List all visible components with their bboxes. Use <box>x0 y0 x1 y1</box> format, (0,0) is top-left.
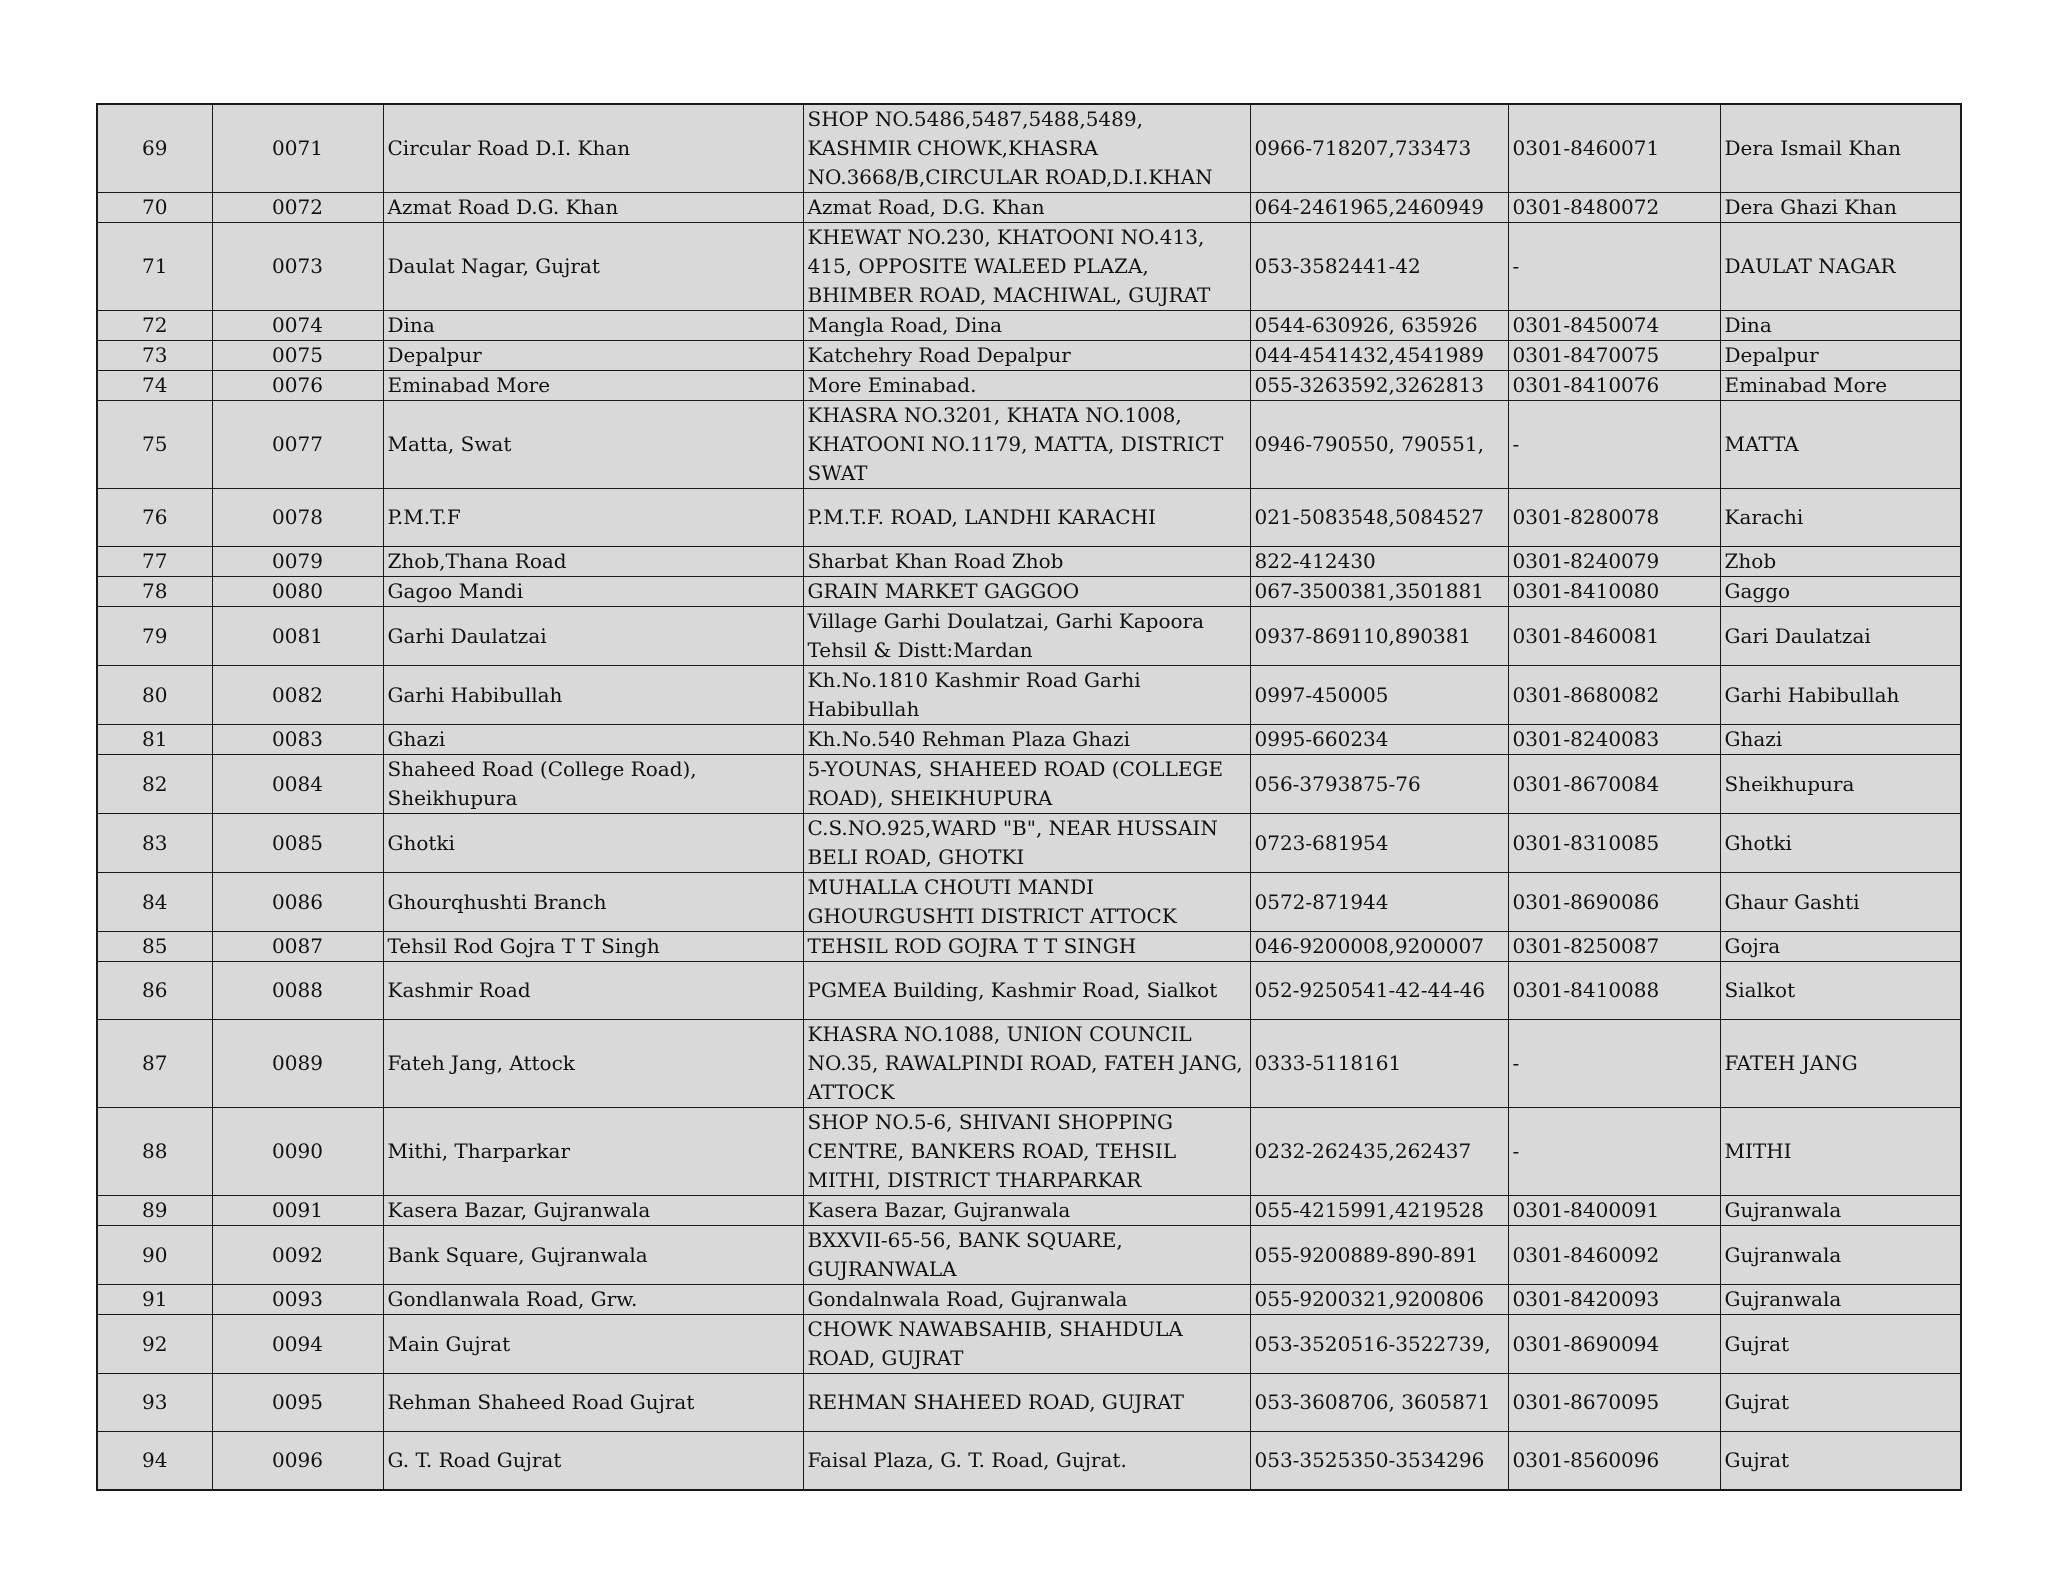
branch-code-cell: 0094 <box>212 1315 383 1374</box>
branch-code-cell: 0076 <box>212 371 383 401</box>
address-cell: REHMAN SHAHEED ROAD, GUJRAT <box>803 1374 1250 1432</box>
branch-code-cell: 0095 <box>212 1374 383 1432</box>
branch-name-cell: Mithi, Tharparkar <box>383 1108 803 1196</box>
branch-name-cell: Rehman Shaheed Road Gujrat <box>383 1374 803 1432</box>
city-cell: Sialkot <box>1720 962 1961 1020</box>
city-cell: Gaggo <box>1720 577 1961 607</box>
branch-name-cell: Garhi Daulatzai <box>383 607 803 666</box>
table-row <box>97 341 1961 371</box>
table-row <box>97 401 1961 489</box>
city-cell: Gujranwala <box>1720 1196 1961 1226</box>
mobile-cell: 0301-8560096 <box>1508 1432 1720 1490</box>
phone-cell: 046-9200008,9200007 <box>1250 932 1508 962</box>
branch-code-cell: 0084 <box>212 755 383 814</box>
mobile-cell: - <box>1508 1020 1720 1108</box>
branch-name-cell: Main Gujrat <box>383 1315 803 1374</box>
phone-cell: 021-5083548,5084527 <box>1250 489 1508 547</box>
address-cell: GRAIN MARKET GAGGOO <box>803 577 1250 607</box>
branch-name-cell: Fateh Jang, Attock <box>383 1020 803 1108</box>
address-cell: Village Garhi Doulatzai, Garhi Kapoora Tehsil & Distt:Mardan <box>803 607 1250 666</box>
address-cell: CHOWK NAWABSAHIB, SHAHDULA ROAD, GUJRAT <box>803 1315 1250 1374</box>
table-row <box>97 1196 1961 1226</box>
city-cell: Dina <box>1720 311 1961 341</box>
phone-cell: 067-3500381,3501881 <box>1250 577 1508 607</box>
mobile-cell: 0301-8310085 <box>1508 814 1720 873</box>
branch-code-cell: 0077 <box>212 401 383 489</box>
address-cell: Gondalnwala Road, Gujranwala <box>803 1285 1250 1315</box>
city-cell: Gari Daulatzai <box>1720 607 1961 666</box>
mobile-cell: 0301-8680082 <box>1508 666 1720 725</box>
serial-number-cell: 81 <box>97 725 212 755</box>
city-cell: Sheikhupura <box>1720 755 1961 814</box>
address-cell: More Eminabad. <box>803 371 1250 401</box>
table-row <box>97 607 1961 666</box>
branch-code-cell: 0081 <box>212 607 383 666</box>
city-cell: MATTA <box>1720 401 1961 489</box>
serial-number-cell: 75 <box>97 401 212 489</box>
branch-code-cell: 0074 <box>212 311 383 341</box>
branch-name-cell: Gagoo Mandi <box>383 577 803 607</box>
table-row <box>97 1108 1961 1196</box>
address-cell: TEHSIL ROD GOJRA T T SINGH <box>803 932 1250 962</box>
phone-cell: 055-9200889-890-891 <box>1250 1226 1508 1285</box>
phone-cell: 0995-660234 <box>1250 725 1508 755</box>
address-cell: Katchehry Road Depalpur <box>803 341 1250 371</box>
branch-name-cell: Ghotki <box>383 814 803 873</box>
table-row <box>97 193 1961 223</box>
branch-code-cell: 0082 <box>212 666 383 725</box>
table-row <box>97 1226 1961 1285</box>
city-cell: Eminabad More <box>1720 371 1961 401</box>
address-cell: Sharbat Khan Road Zhob <box>803 547 1250 577</box>
address-cell: KHASRA NO.3201, KHATA NO.1008, KHATOONI NO.1179, MATTA, DISTRICT SWAT <box>803 401 1250 489</box>
city-cell: Zhob <box>1720 547 1961 577</box>
city-cell: Dera Ismail Khan <box>1720 104 1961 193</box>
table-row <box>97 1374 1961 1432</box>
branch-name-cell: Kasera Bazar, Gujranwala <box>383 1196 803 1226</box>
branch-name-cell: Shaheed Road (College Road), Sheikhupura <box>383 755 803 814</box>
branch-code-cell: 0096 <box>212 1432 383 1490</box>
branch-name-cell: Dina <box>383 311 803 341</box>
city-cell: DAULAT NAGAR <box>1720 223 1961 311</box>
serial-number-cell: 87 <box>97 1020 212 1108</box>
address-cell: Kasera Bazar, Gujranwala <box>803 1196 1250 1226</box>
branch-name-cell: G. T. Road Gujrat <box>383 1432 803 1490</box>
phone-cell: 0333-5118161 <box>1250 1020 1508 1108</box>
address-cell: Kh.No.540 Rehman Plaza Ghazi <box>803 725 1250 755</box>
branch-code-cell: 0075 <box>212 341 383 371</box>
serial-number-cell: 93 <box>97 1374 212 1432</box>
phone-cell: 0572-871944 <box>1250 873 1508 932</box>
mobile-cell: 0301-8280078 <box>1508 489 1720 547</box>
table-row <box>97 1285 1961 1315</box>
branch-code-cell: 0092 <box>212 1226 383 1285</box>
city-cell: FATEH JANG <box>1720 1020 1961 1108</box>
address-cell: P.M.T.F. ROAD, LANDHI KARACHI <box>803 489 1250 547</box>
serial-number-cell: 78 <box>97 577 212 607</box>
branch-name-cell: Azmat Road D.G. Khan <box>383 193 803 223</box>
serial-number-cell: 86 <box>97 962 212 1020</box>
mobile-cell: 0301-8240079 <box>1508 547 1720 577</box>
city-cell: Gojra <box>1720 932 1961 962</box>
serial-number-cell: 73 <box>97 341 212 371</box>
phone-cell: 0966-718207,733473 <box>1250 104 1508 193</box>
branch-code-cell: 0087 <box>212 932 383 962</box>
address-cell: Faisal Plaza, G. T. Road, Gujrat. <box>803 1432 1250 1490</box>
branch-code-cell: 0091 <box>212 1196 383 1226</box>
city-cell: Ghazi <box>1720 725 1961 755</box>
serial-number-cell: 82 <box>97 755 212 814</box>
mobile-cell: - <box>1508 223 1720 311</box>
table-row <box>97 873 1961 932</box>
city-cell: Gujrat <box>1720 1315 1961 1374</box>
city-cell: Dera Ghazi Khan <box>1720 193 1961 223</box>
city-cell: Ghaur Gashti <box>1720 873 1961 932</box>
address-cell: KHASRA NO.1088, UNION COUNCIL NO.35, RAWALPINDI ROAD, FATEH JANG, ATTOCK <box>803 1020 1250 1108</box>
mobile-cell: 0301-8410080 <box>1508 577 1720 607</box>
table-row <box>97 814 1961 873</box>
branch-code-cell: 0078 <box>212 489 383 547</box>
city-cell: MITHI <box>1720 1108 1961 1196</box>
serial-number-cell: 76 <box>97 489 212 547</box>
address-cell: KHEWAT NO.230, KHATOONI NO.413, 415, OPPOSITE WALEED PLAZA, BHIMBER ROAD, MACHIWAL, GUJRAT <box>803 223 1250 311</box>
city-cell: Ghotki <box>1720 814 1961 873</box>
city-cell: Garhi Habibullah <box>1720 666 1961 725</box>
table-row <box>97 962 1961 1020</box>
table-row <box>97 547 1961 577</box>
table-row <box>97 223 1961 311</box>
branch-name-cell: Gondlanwala Road, Grw. <box>383 1285 803 1315</box>
mobile-cell: 0301-8460092 <box>1508 1226 1720 1285</box>
branch-name-cell: Depalpur <box>383 341 803 371</box>
branch-name-cell: Kashmir Road <box>383 962 803 1020</box>
serial-number-cell: 77 <box>97 547 212 577</box>
address-cell: Azmat Road, D.G. Khan <box>803 193 1250 223</box>
phone-cell: 055-4215991,4219528 <box>1250 1196 1508 1226</box>
address-cell: SHOP NO.5486,5487,5488,5489, KASHMIR CHOWK,KHASRA NO.3668/B,CIRCULAR ROAD,D.I.KHAN <box>803 104 1250 193</box>
city-cell: Gujrat <box>1720 1432 1961 1490</box>
phone-cell: 064-2461965,2460949 <box>1250 193 1508 223</box>
branch-list-table <box>96 103 1962 1491</box>
phone-cell: 053-3520516-3522739, <box>1250 1315 1508 1374</box>
table-row <box>97 104 1961 193</box>
branch-name-cell: Ghourqhushti Branch <box>383 873 803 932</box>
phone-cell: 0997-450005 <box>1250 666 1508 725</box>
serial-number-cell: 84 <box>97 873 212 932</box>
mobile-cell: 0301-8690086 <box>1508 873 1720 932</box>
mobile-cell: 0301-8240083 <box>1508 725 1720 755</box>
phone-cell: 056-3793875-76 <box>1250 755 1508 814</box>
city-cell: Depalpur <box>1720 341 1961 371</box>
address-cell: C.S.NO.925,WARD "B", NEAR HUSSAIN BELI ROAD, GHOTKI <box>803 814 1250 873</box>
table-row <box>97 1020 1961 1108</box>
branch-code-cell: 0072 <box>212 193 383 223</box>
serial-number-cell: 94 <box>97 1432 212 1490</box>
branch-code-cell: 0085 <box>212 814 383 873</box>
serial-number-cell: 69 <box>97 104 212 193</box>
branch-name-cell: Daulat Nagar, Gujrat <box>383 223 803 311</box>
mobile-cell: 0301-8400091 <box>1508 1196 1720 1226</box>
address-cell: Kh.No.1810 Kashmir Road Garhi Habibullah <box>803 666 1250 725</box>
branch-code-cell: 0083 <box>212 725 383 755</box>
address-cell: BXXVII-65-56, BANK SQUARE, GUJRANWALA <box>803 1226 1250 1285</box>
mobile-cell: 0301-8670084 <box>1508 755 1720 814</box>
phone-cell: 053-3608706, 3605871 <box>1250 1374 1508 1432</box>
phone-cell: 044-4541432,4541989 <box>1250 341 1508 371</box>
phone-cell: 0232-262435,262437 <box>1250 1108 1508 1196</box>
address-cell: SHOP NO.5-6, SHIVANI SHOPPING CENTRE, BANKERS ROAD, TEHSIL MITHI, DISTRICT THARPARKAR <box>803 1108 1250 1196</box>
serial-number-cell: 91 <box>97 1285 212 1315</box>
city-cell: Gujranwala <box>1720 1226 1961 1285</box>
branch-code-cell: 0071 <box>212 104 383 193</box>
phone-cell: 053-3582441-42 <box>1250 223 1508 311</box>
mobile-cell: 0301-8690094 <box>1508 1315 1720 1374</box>
mobile-cell: 0301-8480072 <box>1508 193 1720 223</box>
serial-number-cell: 71 <box>97 223 212 311</box>
branch-code-cell: 0088 <box>212 962 383 1020</box>
phone-cell: 055-9200321,9200806 <box>1250 1285 1508 1315</box>
mobile-cell: 0301-8410088 <box>1508 962 1720 1020</box>
phone-cell: 052-9250541-42-44-46 <box>1250 962 1508 1020</box>
serial-number-cell: 72 <box>97 311 212 341</box>
serial-number-cell: 88 <box>97 1108 212 1196</box>
address-cell: 5-YOUNAS, SHAHEED ROAD (COLLEGE ROAD), SHEIKHUPURA <box>803 755 1250 814</box>
address-cell: MUHALLA CHOUTI MANDI GHOURGUSHTI DISTRICT ATTOCK <box>803 873 1250 932</box>
serial-number-cell: 85 <box>97 932 212 962</box>
phone-cell: 0946-790550, 790551, <box>1250 401 1508 489</box>
branch-name-cell: Ghazi <box>383 725 803 755</box>
branch-name-cell: Garhi Habibullah <box>383 666 803 725</box>
phone-cell: 053-3525350-3534296 <box>1250 1432 1508 1490</box>
table-row <box>97 311 1961 341</box>
mobile-cell: 0301-8420093 <box>1508 1285 1720 1315</box>
branch-name-cell: Eminabad More <box>383 371 803 401</box>
address-cell: Mangla Road, Dina <box>803 311 1250 341</box>
table-row <box>97 725 1961 755</box>
serial-number-cell: 83 <box>97 814 212 873</box>
branch-name-cell: Circular Road D.I. Khan <box>383 104 803 193</box>
table-row <box>97 755 1961 814</box>
table-row <box>97 932 1961 962</box>
mobile-cell: - <box>1508 401 1720 489</box>
serial-number-cell: 89 <box>97 1196 212 1226</box>
mobile-cell: 0301-8460071 <box>1508 104 1720 193</box>
serial-number-cell: 90 <box>97 1226 212 1285</box>
mobile-cell: 0301-8460081 <box>1508 607 1720 666</box>
serial-number-cell: 80 <box>97 666 212 725</box>
phone-cell: 0723-681954 <box>1250 814 1508 873</box>
branch-name-cell: Matta, Swat <box>383 401 803 489</box>
phone-cell: 822-412430 <box>1250 547 1508 577</box>
branch-code-cell: 0073 <box>212 223 383 311</box>
branch-code-cell: 0093 <box>212 1285 383 1315</box>
branch-name-cell: Bank Square, Gujranwala <box>383 1226 803 1285</box>
mobile-cell: - <box>1508 1108 1720 1196</box>
table-row <box>97 1432 1961 1490</box>
mobile-cell: 0301-8450074 <box>1508 311 1720 341</box>
branch-name-cell: P.M.T.F <box>383 489 803 547</box>
mobile-cell: 0301-8470075 <box>1508 341 1720 371</box>
table-row <box>97 371 1961 401</box>
mobile-cell: 0301-8410076 <box>1508 371 1720 401</box>
phone-cell: 0937-869110,890381 <box>1250 607 1508 666</box>
branch-code-cell: 0079 <box>212 547 383 577</box>
table-body <box>97 104 1961 1490</box>
serial-number-cell: 70 <box>97 193 212 223</box>
table-row <box>97 1315 1961 1374</box>
table-row <box>97 489 1961 547</box>
branch-name-cell: Tehsil Rod Gojra T T Singh <box>383 932 803 962</box>
table-row <box>97 577 1961 607</box>
serial-number-cell: 74 <box>97 371 212 401</box>
branch-code-cell: 0090 <box>212 1108 383 1196</box>
branch-code-cell: 0080 <box>212 577 383 607</box>
branch-name-cell: Zhob,Thana Road <box>383 547 803 577</box>
phone-cell: 0544-630926, 635926 <box>1250 311 1508 341</box>
address-cell: PGMEA Building, Kashmir Road, Sialkot <box>803 962 1250 1020</box>
branch-code-cell: 0086 <box>212 873 383 932</box>
city-cell: Gujrat <box>1720 1374 1961 1432</box>
mobile-cell: 0301-8670095 <box>1508 1374 1720 1432</box>
serial-number-cell: 79 <box>97 607 212 666</box>
mobile-cell: 0301-8250087 <box>1508 932 1720 962</box>
city-cell: Gujranwala <box>1720 1285 1961 1315</box>
table-row <box>97 666 1961 725</box>
branch-code-cell: 0089 <box>212 1020 383 1108</box>
phone-cell: 055-3263592,3262813 <box>1250 371 1508 401</box>
serial-number-cell: 92 <box>97 1315 212 1374</box>
city-cell: Karachi <box>1720 489 1961 547</box>
